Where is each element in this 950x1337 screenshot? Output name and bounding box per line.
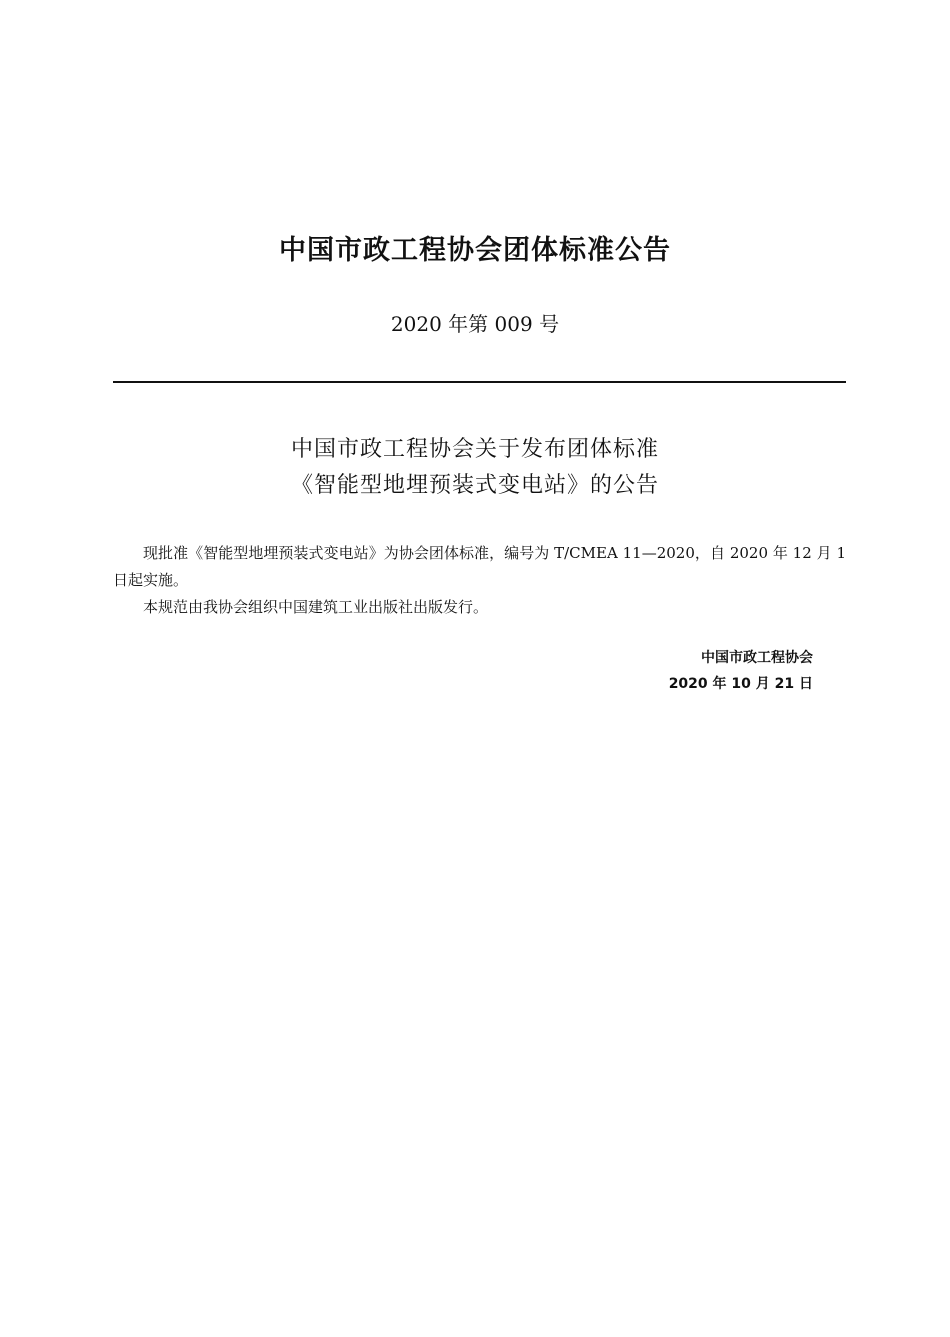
announcement-number: 2020 年第 009 号 bbox=[390, 312, 560, 336]
paragraph-text: 本规范由我协会组织中国建筑工业出版社出版发行。 bbox=[143, 598, 489, 616]
signature-organization: 中国市政工程协会 bbox=[701, 650, 813, 666]
subtitle-line-1: 中国市政工程协会关于发布团体标准 bbox=[290, 437, 659, 462]
subtitle-line-2: 《智能型地埋预装式变电站》的公告 bbox=[290, 473, 659, 498]
header-divider bbox=[113, 381, 846, 383]
paragraph-text: 现批准《智能型地埋预装式变电站》为协会团体标准，编号为 T/CMEA 11—2020，自 2020 年 12 月 1 日起实施。 bbox=[113, 544, 846, 589]
announcement-title: 中国市政工程协会团体标准公告 bbox=[279, 235, 671, 266]
body-paragraph-publishing bbox=[113, 594, 846, 621]
signature-date: 2020 年 10 月 21 日 bbox=[668, 676, 813, 692]
body-paragraph-approval bbox=[113, 540, 846, 594]
